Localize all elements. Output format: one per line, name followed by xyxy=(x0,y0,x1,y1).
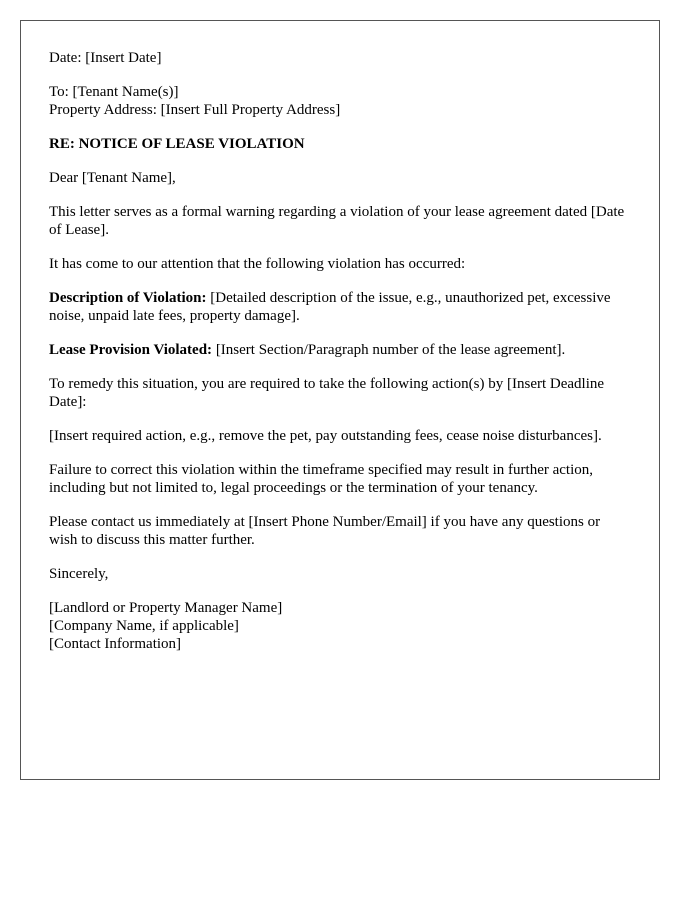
letter-page xyxy=(20,20,660,780)
closing: Sincerely, xyxy=(49,566,109,582)
signer-name: [Landlord or Property Manager Name] xyxy=(49,600,283,616)
provision-label: Lease Provision Violated: xyxy=(49,342,213,358)
provision-violated xyxy=(49,341,631,359)
to-line: To: [Tenant Name(s)] xyxy=(49,84,179,100)
consequence-paragraph: Failure to correct this violation within the timeframe specified may result in further action, including but not limited to, legal proceedings or the termination of your tenancy. xyxy=(49,462,593,496)
contact-paragraph: Please contact us immediately at [Insert Phone Number/Email] if you have any questions or wish to discuss this matter further. xyxy=(49,514,601,548)
remedy-paragraph: To remedy this situation, you are required to take the following action(s) by [Insert Deadline Date]: xyxy=(49,376,605,410)
description-text: [Detailed description of the issue, e.g., unauthorized pet, excessive noise, unpaid late fees, property damage]. xyxy=(49,290,611,324)
signature-block xyxy=(49,599,631,653)
required-action: [Insert required action, e.g., remove the pet, pay outstanding fees, cease noise disturbances]. xyxy=(49,428,602,444)
date-line: Date: [Insert Date] xyxy=(49,50,162,66)
subject-line: RE: NOTICE OF LEASE VIOLATION xyxy=(49,136,305,152)
provision-text: [Insert Section/Paragraph number of the lease agreement]. xyxy=(212,342,566,358)
attention-paragraph: It has come to our attention that the following violation has occurred: xyxy=(49,256,466,272)
contact-info: [Contact Information] xyxy=(49,636,182,652)
recipient-block xyxy=(49,83,631,119)
company-name: [Company Name, if applicable] xyxy=(49,618,239,634)
description-label: Description of Violation: xyxy=(49,290,207,306)
address-line: Property Address: [Insert Full Property Address] xyxy=(49,102,341,118)
violation-description xyxy=(49,289,631,325)
salutation: Dear [Tenant Name], xyxy=(49,170,176,186)
intro-paragraph: This letter serves as a formal warning regarding a violation of your lease agreement dated [Date of Lease]. xyxy=(49,204,625,238)
